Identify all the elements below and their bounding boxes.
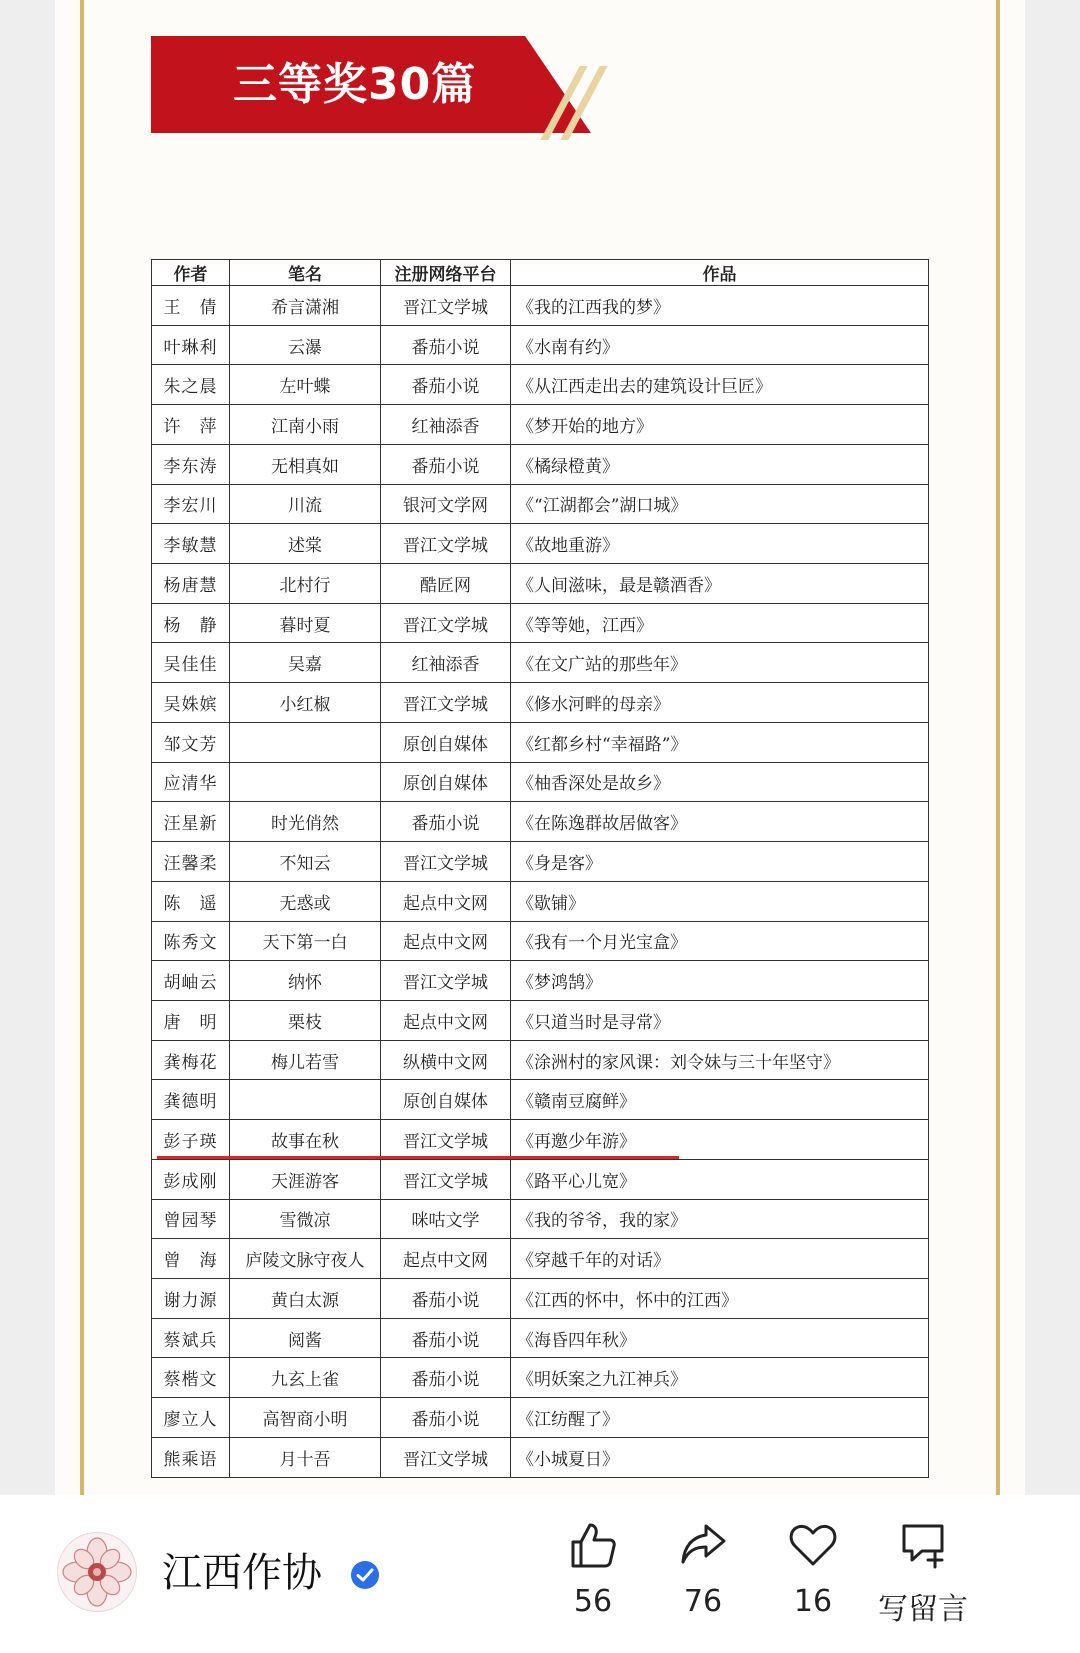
work-title-cell: 《歇铺》 xyxy=(511,881,929,921)
pen-name-cell: 雪微凉 xyxy=(230,1199,381,1239)
table-row xyxy=(152,1358,929,1398)
table-row xyxy=(152,1040,929,1080)
author-cell: 蔡斌兵 xyxy=(152,1318,230,1358)
pen-name-cell: 北村行 xyxy=(230,564,381,604)
pen-name-cell: 月十吾 xyxy=(230,1437,381,1477)
favorite-count: 16 xyxy=(793,1584,833,1619)
like-icon xyxy=(568,1520,618,1570)
table-row xyxy=(152,444,929,484)
table-row xyxy=(152,1398,929,1438)
table-row xyxy=(152,802,929,842)
platform-cell: 番茄小说 xyxy=(381,365,511,405)
author-cell: 汪馨柔 xyxy=(152,842,230,882)
table-row xyxy=(152,921,929,961)
work-title-cell: 《“江湖都会”湖口城》 xyxy=(511,484,929,524)
work-title-cell: 《在陈逸群故居做客》 xyxy=(511,802,929,842)
table-body xyxy=(152,286,929,1478)
platform-cell: 晋江文学城 xyxy=(381,524,511,564)
table-row xyxy=(152,1239,929,1279)
table-row xyxy=(152,524,929,564)
author-cell: 杨唐慧 xyxy=(152,564,230,604)
table-row xyxy=(152,484,929,524)
platform-cell: 银河文学网 xyxy=(381,484,511,524)
platform-cell: 晋江文学城 xyxy=(381,1120,511,1160)
pen-name-cell: 吴嘉 xyxy=(230,643,381,683)
author-cell: 李东涛 xyxy=(152,444,230,484)
platform-cell: 晋江文学城 xyxy=(381,286,511,326)
table-row xyxy=(152,603,929,643)
author-cell: 叶琳利 xyxy=(152,325,230,365)
share-count: 76 xyxy=(683,1584,723,1619)
work-title-cell: 《从江西走出去的建筑设计巨匠》 xyxy=(511,365,929,405)
platform-cell: 晋江文学城 xyxy=(381,961,511,1001)
platform-cell: 番茄小说 xyxy=(381,1398,511,1438)
share-icon xyxy=(678,1520,728,1570)
pen-name-cell xyxy=(230,722,381,762)
pen-name-cell: 高智商小明 xyxy=(230,1398,381,1438)
platform-cell: 起点中文网 xyxy=(381,921,511,961)
work-title-cell: 《赣南豆腐鲜》 xyxy=(511,1080,929,1120)
author-cell: 彭成刚 xyxy=(152,1159,230,1199)
platform-cell: 番茄小说 xyxy=(381,1278,511,1318)
author-cell: 吴姝嫔 xyxy=(152,683,230,723)
banner-title: 三等奖30篇 xyxy=(233,59,477,110)
platform-cell: 番茄小说 xyxy=(381,325,511,365)
table-row xyxy=(152,1080,929,1120)
pen-name-cell: 栗枝 xyxy=(230,1000,381,1040)
platform-cell: 晋江文学城 xyxy=(381,842,511,882)
pen-name-cell: 纳怀 xyxy=(230,961,381,1001)
author-cell: 陈 遥 xyxy=(152,881,230,921)
platform-cell: 晋江文学城 xyxy=(381,603,511,643)
table-row xyxy=(152,1159,929,1199)
work-title-cell: 《红都乡村“幸福路”》 xyxy=(511,722,929,762)
award-table xyxy=(151,259,929,1478)
like-count: 56 xyxy=(573,1584,613,1619)
table-row xyxy=(152,564,929,604)
author-cell: 熊乘语 xyxy=(152,1437,230,1477)
author-cell: 唐 明 xyxy=(152,1000,230,1040)
pen-name-cell: 庐陵文脉守夜人 xyxy=(230,1239,381,1279)
platform-cell: 原创自媒体 xyxy=(381,762,511,802)
author-cell: 王 倩 xyxy=(152,286,230,326)
pen-name-cell: 川流 xyxy=(230,484,381,524)
platform-cell: 起点中文网 xyxy=(381,1239,511,1279)
comment-label: 写留言 xyxy=(878,1592,968,1627)
work-title-cell: 《我的爷爷，我的家》 xyxy=(511,1199,929,1239)
platform-cell: 晋江文学城 xyxy=(381,1159,511,1199)
table-row xyxy=(152,1437,929,1477)
author-cell: 曾 海 xyxy=(152,1239,230,1279)
pen-name-cell: 阅酱 xyxy=(230,1318,381,1358)
author-cell: 胡岫云 xyxy=(152,961,230,1001)
author-cell: 彭子瑛 xyxy=(152,1120,230,1160)
account-avatar[interactable] xyxy=(57,1532,137,1612)
pen-name-cell: 云瀑 xyxy=(230,325,381,365)
work-title-cell: 《我的江西我的梦》 xyxy=(511,286,929,326)
platform-cell: 红袖添香 xyxy=(381,405,511,445)
table-row xyxy=(152,1318,929,1358)
table-row xyxy=(152,1199,929,1239)
pen-name-cell: 九玄上雀 xyxy=(230,1358,381,1398)
author-cell: 邹文芳 xyxy=(152,722,230,762)
work-title-cell: 《江纺醒了》 xyxy=(511,1398,929,1438)
comment-icon xyxy=(898,1520,948,1570)
highlight-underline xyxy=(157,1156,679,1159)
table-row xyxy=(152,683,929,723)
work-title-cell: 《身是客》 xyxy=(511,842,929,882)
header-platform: 注册网络平台 xyxy=(381,260,511,286)
platform-cell: 起点中文网 xyxy=(381,881,511,921)
platform-cell: 起点中文网 xyxy=(381,1000,511,1040)
pen-name-cell: 故事在秋 xyxy=(230,1120,381,1160)
author-cell: 杨 静 xyxy=(152,603,230,643)
platform-cell: 咪咕文学 xyxy=(381,1199,511,1239)
work-title-cell: 《故地重游》 xyxy=(511,524,929,564)
platform-cell: 酷匠网 xyxy=(381,564,511,604)
table-row xyxy=(152,405,929,445)
work-title-cell: 《梦鸿鹄》 xyxy=(511,961,929,1001)
author-cell: 谢力源 xyxy=(152,1278,230,1318)
work-title-cell: 《路平心儿宽》 xyxy=(511,1159,929,1199)
platform-cell: 晋江文学城 xyxy=(381,1437,511,1477)
author-cell: 曾园琴 xyxy=(152,1199,230,1239)
author-cell: 李敏慧 xyxy=(152,524,230,564)
pen-name-cell: 黄白太源 xyxy=(230,1278,381,1318)
author-cell: 朱之晨 xyxy=(152,365,230,405)
header-work: 作品 xyxy=(511,260,929,286)
platform-cell: 原创自媒体 xyxy=(381,1080,511,1120)
table-row xyxy=(152,961,929,1001)
author-cell: 应清华 xyxy=(152,762,230,802)
work-title-cell: 《穿越千年的对话》 xyxy=(511,1239,929,1279)
author-cell: 蔡楷文 xyxy=(152,1358,230,1398)
work-title-cell: 《只道当时是寻常》 xyxy=(511,1000,929,1040)
work-title-cell: 《修水河畔的母亲》 xyxy=(511,683,929,723)
work-title-cell: 《橘绿橙黄》 xyxy=(511,444,929,484)
share-button[interactable] xyxy=(653,1520,753,1640)
header-author: 作者 xyxy=(152,260,230,286)
work-title-cell: 《人间滋味，最是赣酒香》 xyxy=(511,564,929,604)
comment-button[interactable] xyxy=(873,1520,973,1640)
account-name[interactable]: 江西作协 xyxy=(162,1550,322,1596)
pen-name-cell: 希言潇湘 xyxy=(230,286,381,326)
work-title-cell: 《柚香深处是故乡》 xyxy=(511,762,929,802)
author-cell: 许 萍 xyxy=(152,405,230,445)
favorite-button[interactable] xyxy=(763,1520,863,1640)
table-row xyxy=(152,365,929,405)
pen-name-cell xyxy=(230,1080,381,1120)
gold-border-right xyxy=(996,0,1000,1495)
header-pen-name: 笔名 xyxy=(230,260,381,286)
pen-name-cell: 天涯游客 xyxy=(230,1159,381,1199)
work-title-cell: 《小城夏日》 xyxy=(511,1437,929,1477)
table-row xyxy=(152,842,929,882)
pen-name-cell: 天下第一白 xyxy=(230,921,381,961)
author-cell: 李宏川 xyxy=(152,484,230,524)
author-cell: 龚梅花 xyxy=(152,1040,230,1080)
pen-name-cell: 梅儿若雪 xyxy=(230,1040,381,1080)
work-title-cell: 《我有一个月光宝盒》 xyxy=(511,921,929,961)
table-row xyxy=(152,325,929,365)
author-cell: 陈秀文 xyxy=(152,921,230,961)
pen-name-cell: 江南小雨 xyxy=(230,405,381,445)
table-header-row xyxy=(152,260,929,286)
pen-name-cell: 无相真如 xyxy=(230,444,381,484)
platform-cell: 番茄小说 xyxy=(381,802,511,842)
table-row xyxy=(152,722,929,762)
work-title-cell: 《梦开始的地方》 xyxy=(511,405,929,445)
work-title-cell: 《江西的怀中，怀中的江西》 xyxy=(511,1278,929,1318)
author-cell: 龚德明 xyxy=(152,1080,230,1120)
pen-name-cell: 时光俏然 xyxy=(230,802,381,842)
platform-cell: 红袖添香 xyxy=(381,643,511,683)
pen-name-cell: 左叶蝶 xyxy=(230,365,381,405)
work-title-cell: 《等等她，江西》 xyxy=(511,603,929,643)
pen-name-cell: 述棠 xyxy=(230,524,381,564)
platform-cell: 番茄小说 xyxy=(381,444,511,484)
work-title-cell: 《涂洲村的家风课：刘令妹与三十年坚守》 xyxy=(511,1040,929,1080)
like-button[interactable] xyxy=(543,1520,643,1640)
flower-logo-icon xyxy=(58,1533,136,1611)
table-row xyxy=(152,762,929,802)
pen-name-cell: 不知云 xyxy=(230,842,381,882)
pen-name-cell xyxy=(230,762,381,802)
table-row xyxy=(152,1120,929,1160)
work-title-cell: 《海昏四年秋》 xyxy=(511,1318,929,1358)
platform-cell: 原创自媒体 xyxy=(381,722,511,762)
platform-cell: 晋江文学城 xyxy=(381,683,511,723)
pen-name-cell: 无惑或 xyxy=(230,881,381,921)
table-row xyxy=(152,1000,929,1040)
platform-cell: 番茄小说 xyxy=(381,1318,511,1358)
table-row xyxy=(152,643,929,683)
author-cell: 吴佳佳 xyxy=(152,643,230,683)
pen-name-cell: 小红椒 xyxy=(230,683,381,723)
gold-border-left xyxy=(80,0,84,1495)
work-title-cell: 《再邀少年游》 xyxy=(511,1120,929,1160)
table-row xyxy=(152,1278,929,1318)
platform-cell: 纵横中文网 xyxy=(381,1040,511,1080)
heart-icon xyxy=(788,1520,838,1570)
table-row xyxy=(152,881,929,921)
pen-name-cell: 暮时夏 xyxy=(230,603,381,643)
author-cell: 廖立人 xyxy=(152,1398,230,1438)
work-title-cell: 《明妖案之九江神兵》 xyxy=(511,1358,929,1398)
work-title-cell: 《水南有约》 xyxy=(511,325,929,365)
platform-cell: 番茄小说 xyxy=(381,1358,511,1398)
table-row xyxy=(152,286,929,326)
work-title-cell: 《在文广站的那些年》 xyxy=(511,643,929,683)
verified-icon xyxy=(350,1560,380,1590)
author-cell: 汪星新 xyxy=(152,802,230,842)
